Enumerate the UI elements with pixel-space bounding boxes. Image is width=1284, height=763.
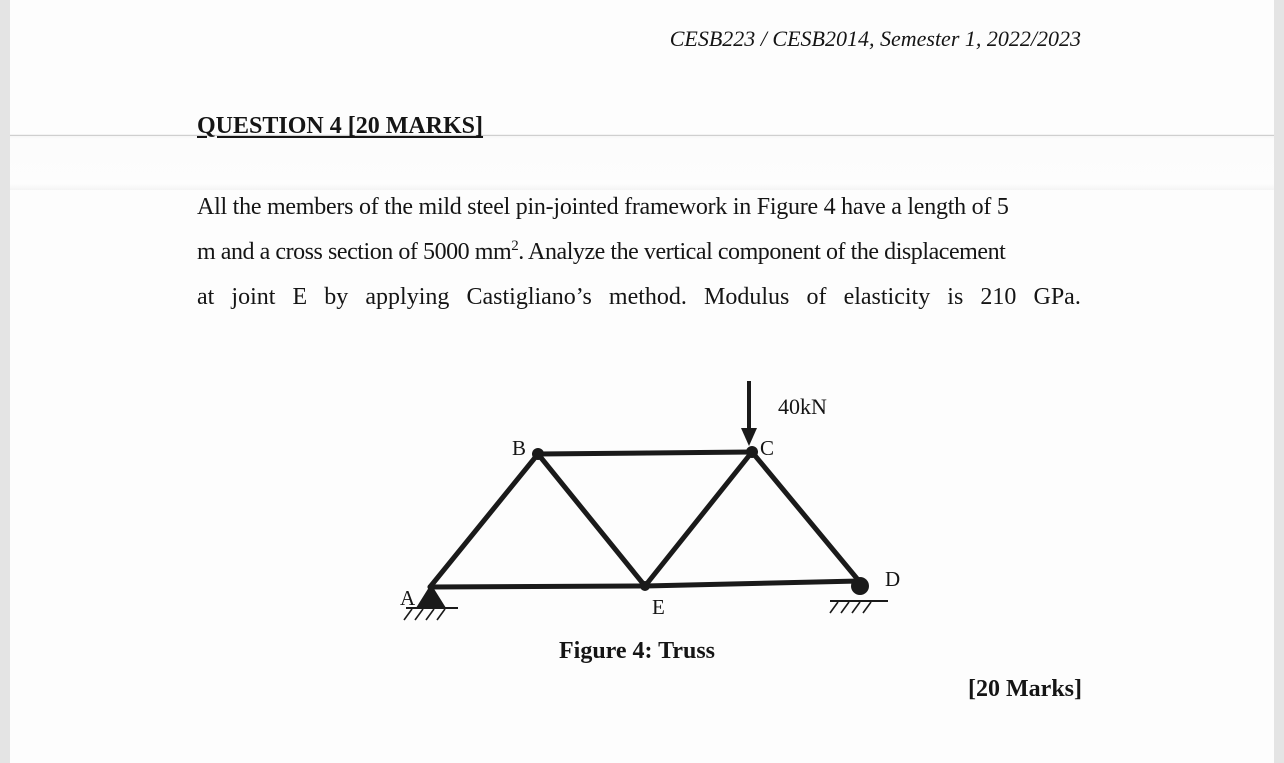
word: joint [231,284,276,310]
word: Castigliano’s [466,284,592,310]
figure-caption: Figure 4: Truss [559,638,716,664]
word: by [324,284,349,310]
word: 210 [980,284,1017,310]
line-2-end: . Analyze the vertical component of the displacement [518,239,1006,265]
word: applying [365,284,450,310]
joint-label-B: B [512,436,527,460]
member-AE [430,586,645,587]
marks-label: [20 Marks] [968,676,1082,702]
member-BC [538,452,752,454]
joint-label-E: E [652,595,665,619]
load-arrow [741,381,757,446]
course-reference: CESB223 / CESB2014, Semester 1, 2022/2023 [669,26,1081,51]
line-2-start: m and a cross section of 5000 mm [197,239,512,265]
question-text-line-1: All the members of the mild steel pin-jointed framework in Figure 4 have a length of 5 [197,194,1009,220]
word: of [806,284,827,310]
word: Modulus [704,284,790,310]
joint-label-D: D [885,567,901,591]
word: elasticity [843,284,931,310]
joint-B [532,448,544,460]
member-EC [645,452,752,586]
joint-label-C: C [760,436,775,460]
joint-C [746,446,758,458]
word: is [947,284,964,310]
joint-label-A: A [400,586,416,610]
member-BE [538,454,645,586]
word: at [197,284,215,310]
load-label: 40kN [778,394,827,419]
member-CD [752,452,859,581]
member-ED [645,581,859,586]
member-AB [430,454,538,587]
word: GPa. [1033,284,1081,310]
superscript-2: 2 [511,238,519,254]
word: E [292,284,308,310]
question-title: QUESTION 4 [20 MARKS] [197,113,484,139]
word: method. [608,284,687,310]
joint-E [640,581,650,591]
